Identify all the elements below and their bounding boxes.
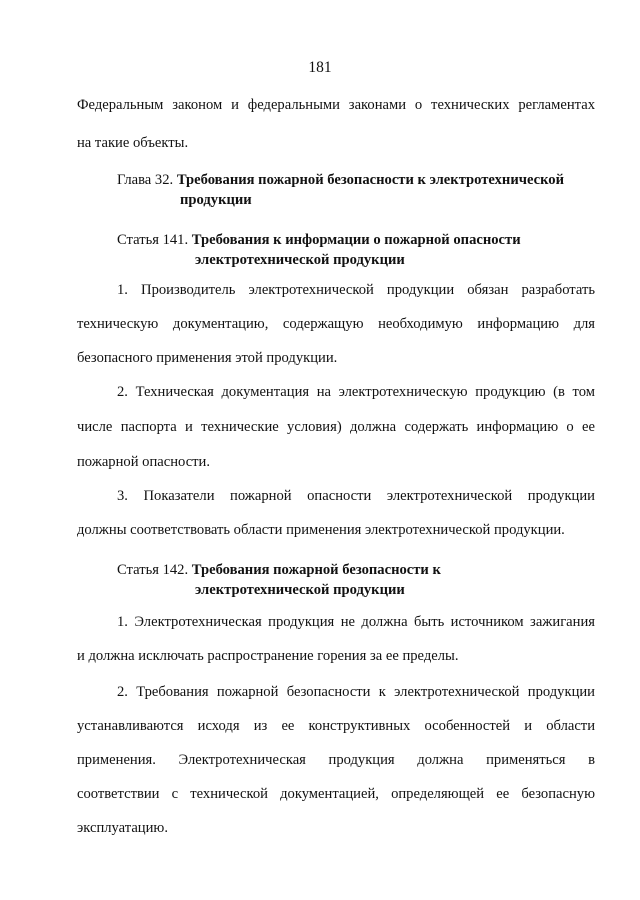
article-142-prefix: Статья 142. <box>117 562 189 578</box>
article-141-paragraph-3 <box>77 486 595 540</box>
text-line: 1. Производитель электротехнической продукции обязан разработать <box>117 282 595 298</box>
text-line: должны соответствовать области применения электротехнической продукции. <box>77 522 565 538</box>
text-line: 2. Техническая документация на электротехническую продукцию (в том <box>117 384 595 400</box>
article-141-title: Требования к информации о пожарной опасности <box>191 232 521 248</box>
text-line: числе паспорта и технические условия) должна содержать информацию о ее <box>77 419 595 435</box>
chapter-title-continued: продукции <box>180 192 252 208</box>
chapter-prefix: Глава 32. <box>117 172 174 188</box>
text-line: устанавливаются исходя из ее конструктивных особенностей и области <box>77 718 595 734</box>
article-142-paragraph-1 <box>77 612 595 666</box>
page-number: 181 <box>308 59 332 76</box>
article-141-paragraph-1 <box>77 280 595 368</box>
text-line: применения. Электротехническая продукция должна применяться в <box>77 752 595 768</box>
text-line: Федеральным законом и федеральными законами о технических регламентах <box>77 97 595 113</box>
article-141-prefix: Статья 141. <box>117 232 189 248</box>
text-line: и должна исключать распространение горения за ее пределы. <box>77 648 459 664</box>
article-141-paragraph-2 <box>77 382 595 472</box>
text-line: безопасного применения этой продукции. <box>77 350 338 366</box>
article-141-title-continued: электротехнической продукции <box>195 252 405 268</box>
article-141-heading <box>117 230 521 270</box>
text-line: эксплуатацию. <box>77 820 168 836</box>
article-142-heading <box>117 560 441 600</box>
text-line: пожарной опасности. <box>77 454 211 470</box>
article-142-title-continued: электротехнической продукции <box>195 582 405 598</box>
intro-paragraph <box>77 95 595 153</box>
text-line: на такие объекты. <box>77 135 189 151</box>
chapter-heading <box>117 170 564 210</box>
text-line: 2. Требования пожарной безопасности к электротехнической продукции <box>117 684 595 700</box>
text-line: 3. Показатели пожарной опасности электротехнической продукции <box>117 488 595 504</box>
text-line: техническую документацию, содержащую необходимую информацию для <box>77 316 595 332</box>
article-142-paragraph-2 <box>77 682 595 838</box>
article-142-title: Требования пожарной безопасности к <box>191 562 441 578</box>
text-line: 1. Электротехническая продукция не должна быть источником зажигания <box>117 614 595 630</box>
text-line: соответствии с технической документацией, определяющей ее безопасную <box>77 786 595 802</box>
chapter-title: Требования пожарной безопасности к электротехнической <box>176 172 565 188</box>
